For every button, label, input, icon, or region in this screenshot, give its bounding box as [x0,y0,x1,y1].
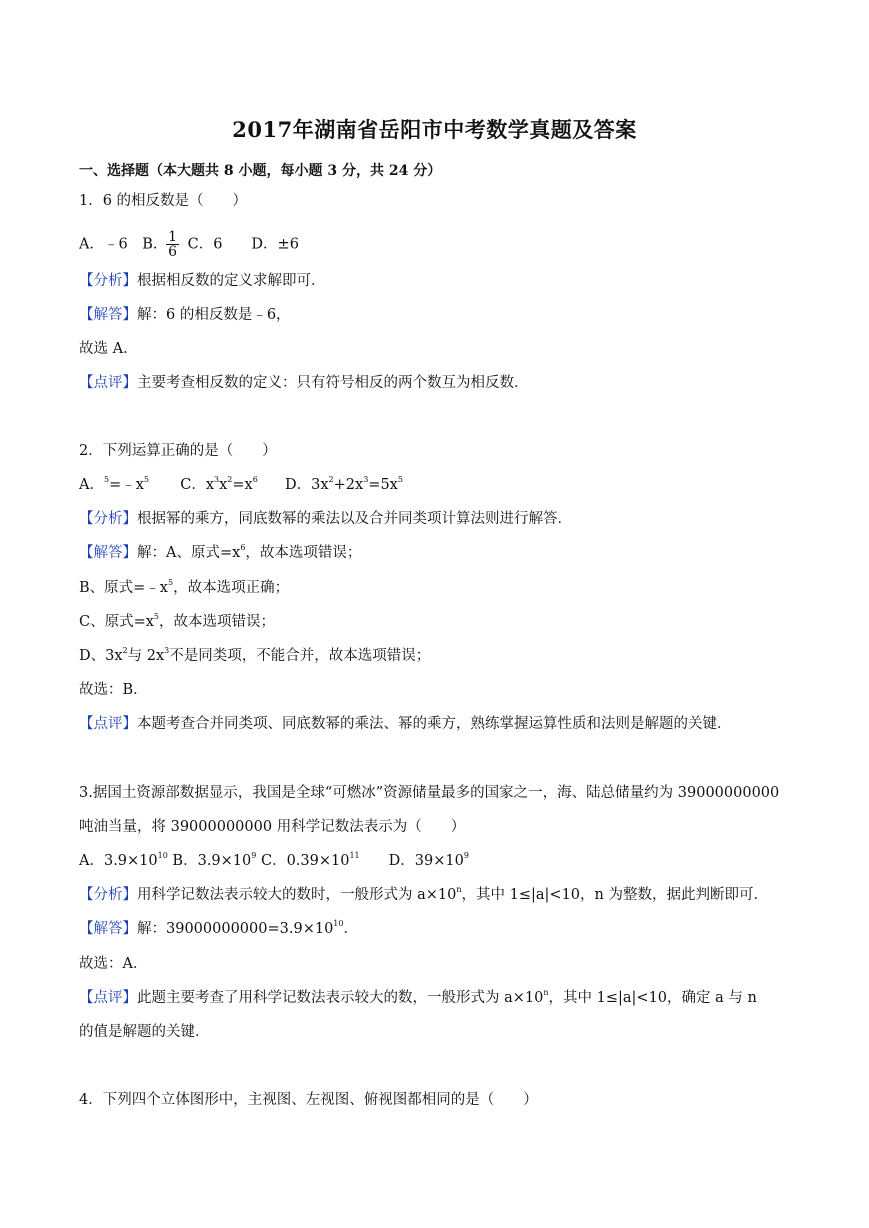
section-heading: 一、选择题（本大题共 8 小题，每小题 3 分，共 24 分） [79,163,442,179]
q3-stem-line1: 3.据国土资源部数据显示，我国是全球“可燃冰”资源储量最多的国家之一，海、陆总储量约为 39000000000 [79,785,780,801]
exponent: 5 [397,475,403,484]
q2-option-d: D．3x [285,477,329,493]
exponent: 2 [227,475,233,484]
q2-solution: 【解答】解：A、原式$=x^6$，故本选项错误； [79,543,362,561]
exponent: n [543,988,549,997]
q2-solution-d-text: D、3x [79,648,123,664]
exponent: 2 [122,646,128,655]
q2-solution-c [79,612,275,632]
exponent: 3 [214,475,220,484]
exponent: 3 [164,646,170,655]
q3-option-a: A．3.9×10 [79,853,158,869]
q2-solution-c-text: C、原式=x [79,614,154,630]
exponent: 11 [349,851,360,860]
q2-comment-text: 本题考查合并同类项、同底数幂的乘法、幂的乘方，熟练掌握运算性质和法则是解题的关键． [137,716,732,732]
q2-option-c-part: x [219,477,228,493]
comment-tag: 点评 [93,375,123,391]
q3-solution: 【解答】解：$39000000000=3.9\times 10^{10}$． [79,919,358,937]
q2-option-a: A． [79,477,104,493]
q1-choice: 故选 A． [79,341,138,357]
q3-analysis-text-end: ，其中 1≤|a|<10，n 为整数，据此判断即可． [461,887,768,903]
q2-solution-b-verdict: ，故本选项正确； [173,580,290,596]
q2-analysis: 【分析】根据幂的乘方，同底数幂的乘法以及合并同类项计算法则进行解答． [79,511,572,527]
q3-comment-line2: 的值是解题的关键． [79,1024,210,1040]
q1-option-cd: C．6 D．±6 [187,236,299,253]
exponent: 6 [252,475,258,484]
q3-solution-text: 解：39000000000=3.9×10 [137,921,334,937]
q1-stem: 1．6 的相反数是（ ） [79,193,248,209]
q3-solution-end: ． [343,921,358,937]
fraction-denominator: 6 [168,244,177,260]
q3-choice: 故选：A． [79,956,148,972]
q1-solution: 【解答】解：6 的相反数是﹣6， [79,307,291,323]
q4-stem: 4．下列四个立体图形中，主视图、左视图、俯视图都相同的是（ ） [79,1092,538,1108]
q3-comment: 【点评】此题主要考查了用科学记数法表示较大的数，一般形式为 $a\times 10^n$，其中 1≤|a|<10，确定 a 与 n [79,988,757,1006]
analysis-tag: 分析 [93,887,123,903]
q2-option-c: C．x [180,477,214,493]
exponent: 3 [363,475,369,484]
comment-tag: 点评 [93,990,123,1006]
exponent: 5 [153,612,160,621]
fraction-numerator: 1 [168,229,177,245]
q2-options [79,475,403,495]
q3-stem-line2: 吨油当量，将 39000000000 用科学记数法表示为（ ） [79,819,466,835]
q2-solution-c-verdict: ，故本选项错误； [159,614,276,630]
q1-fraction [166,230,179,259]
q2-comment: 【点评】本题考查合并同类项、同底数幂的乘法、幂的乘方，熟练掌握运算性质和法则是解题的关键． [79,716,732,732]
q1-comment: 【点评】主要考查相反数的定义：只有符号相反的两个数互为相反数． [79,375,529,391]
q1-comment-text: 主要考查相反数的定义：只有符号相反的两个数互为相反数． [137,375,529,391]
exponent: 5 [103,475,110,484]
q2-solution-d-mid: 与 2x [127,648,165,664]
q2-stem: 2．下列运算正确的是（ ） [79,443,277,459]
q3-option-c: C．0.39×10 [256,853,350,869]
q3-comment-text-mid: ，其中 1≤|a|<10，确定 a 与 n [548,990,757,1006]
q2-option-d-rhs: =5x [368,477,398,493]
exponent: 2 [328,475,334,484]
q2-analysis-text: 根据幂的乘方，同底数幂的乘法以及合并同类项计算法则进行解答． [137,511,572,527]
q2-solution-d [79,646,430,666]
q2-option-a-rhs: =﹣x [109,477,144,493]
exponent: 9 [463,851,469,860]
q1-solution-text: 解：6 的相反数是﹣6， [137,307,291,323]
page-title: 2017年湖南省岳阳市中考数学真题及答案 [232,117,637,142]
q3-options [79,851,469,871]
q2-option-d-part: +2x [333,477,364,493]
exponent: 10 [157,851,168,860]
q2-option-c-rhs: =x [232,477,253,493]
q2-solution-a: 解：A、原式=x [137,545,241,561]
analysis-tag: 分析 [93,273,123,289]
q1-analysis-text: 根据相反数的定义求解即可． [137,273,326,289]
q3-comment-text: 此题主要考查了用科学记数法表示较大的数，一般形式为 a×10 [137,990,544,1006]
q2-choice: 故选：B． [79,682,148,698]
exponent: 5 [167,578,174,587]
q3-option-b: B．3.9×10 [167,853,252,869]
q3-option-d: D．39×10 [359,853,464,869]
analysis-tag: 分析 [93,511,123,527]
q1-options [79,230,299,259]
q3-analysis-text: 用科学记数法表示较大的数时，一般形式为 a×10 [137,887,457,903]
exponent: 9 [251,851,257,860]
q2-solution-d-verdict: 不是同类项，不能合并，故本选项错误； [169,648,431,664]
q2-solution-b [79,578,289,598]
q2-solution-a-verdict: ，故本选项错误； [245,545,362,561]
exponent: 6 [240,543,246,552]
q1-option-ab: A．﹣6 B. [79,236,158,253]
q2-solution-b-text: B、原式=﹣x [79,580,168,596]
solution-tag: 解答 [93,545,123,561]
exponent: n [456,885,462,894]
exponent: 10 [333,919,344,928]
solution-tag: 解答 [93,921,123,937]
exponent: 5 [143,475,149,484]
solution-tag: 解答 [93,307,123,323]
comment-tag: 点评 [93,716,123,732]
q1-analysis: 【分析】根据相反数的定义求解即可． [79,273,326,289]
q3-analysis: 【分析】用科学记数法表示较大的数时，一般形式为 $a\times 10^n$，其中 1≤|a|<10，n 为整数，据此判断即可． [79,885,768,903]
